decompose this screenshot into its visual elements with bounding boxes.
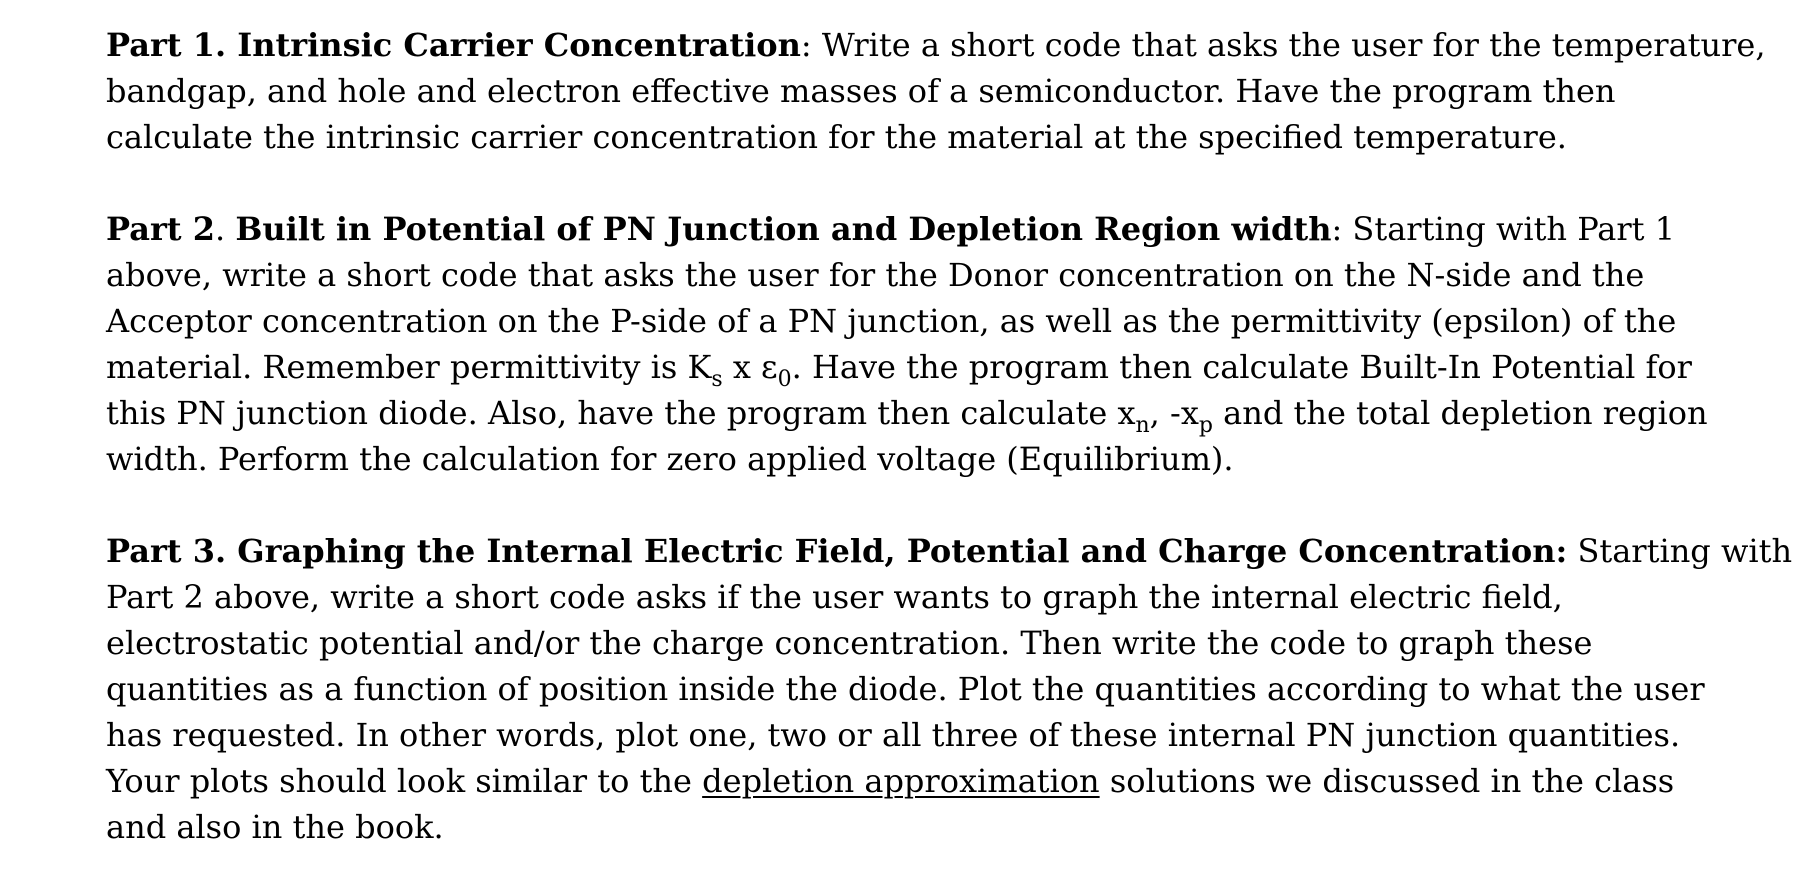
part2-heading-label: Part 2 [106, 210, 215, 248]
part2-line-5-b: , -x [1149, 394, 1199, 432]
part3-line-6-b: solutions we discussed in the class [1099, 762, 1675, 800]
part3-line-2: Part 2 above, write a short code asks if the user wants to graph the internal electric field, [106, 578, 1563, 616]
part2-line-2: above, write a short code that asks the user for the Donor concentration on the N-side and the [106, 256, 1645, 294]
document-page [106, 22, 1796, 850]
part2-line-4 [106, 344, 1796, 390]
part2-line-5-c: and the total depletion region [1212, 394, 1708, 432]
part3-line-6-a: Your plots should look similar to the [106, 762, 703, 800]
part3-line-3: electrostatic potential and/or the charge concentration. Then write the code to graph these [106, 624, 1593, 662]
part2-paragraph [106, 206, 1796, 482]
part3-line-1 [106, 528, 1796, 574]
part2-line-1-text: : Starting with Part 1 [1331, 210, 1676, 248]
subscript-n: n [1135, 413, 1150, 438]
part3-line-5: has requested. In other words, plot one, two or all three of these internal PN junction quantities. [106, 716, 1681, 754]
part2-line-4-b: x ε [722, 348, 778, 386]
part1-line-3: calculate the intrinsic carrier concentration for the material at the specified temperature. [106, 118, 1567, 156]
part3-line-1-text: Starting with [1567, 532, 1793, 570]
part2-heading-title: Built in Potential of PN Junction and Depletion Region width [235, 210, 1332, 248]
part1-line-2: bandgap, and hole and electron effective masses of a semiconductor. Have the program then [106, 72, 1616, 110]
depletion-approximation-link[interactable]: depletion approximation [702, 762, 1100, 800]
part2-line-1 [106, 206, 1796, 252]
part2-line-6: width. Perform the calculation for zero applied voltage (Equilibrium). [106, 440, 1234, 478]
part3-heading: Part 3. Graphing the Internal Electric Field, Potential and Charge Concentration: [106, 532, 1568, 570]
part2-line-5-a: this PN junction diode. Also, have the program then calculate x [106, 394, 1136, 432]
part2-line-3: Acceptor concentration on the P-side of a PN junction, as well as the permittivity (epsilon) of the [106, 302, 1677, 340]
part3-line-4: quantities as a function of position inside the diode. Plot the quantities according to what the user [106, 670, 1705, 708]
subscript-s: s [711, 367, 723, 392]
subscript-p: p [1198, 413, 1213, 438]
part1-heading: Part 1. Intrinsic Carrier Concentration [106, 26, 801, 64]
part3-line-6 [106, 758, 1796, 804]
part2-heading-dot: . [214, 210, 236, 248]
part1-line-1 [106, 22, 1796, 68]
part1-line-1-text: : Write a short code that asks the user for the temperature, [800, 26, 1766, 64]
part2-line-5 [106, 390, 1796, 436]
part3-line-7: and also in the book. [106, 808, 444, 846]
part2-line-4-c: . Have the program then calculate Built-In Potential for [791, 348, 1692, 386]
part3-paragraph [106, 528, 1796, 850]
part2-line-4-a: material. Remember permittivity is K [106, 348, 712, 386]
part1-paragraph [106, 22, 1796, 160]
subscript-0: 0 [777, 367, 792, 392]
